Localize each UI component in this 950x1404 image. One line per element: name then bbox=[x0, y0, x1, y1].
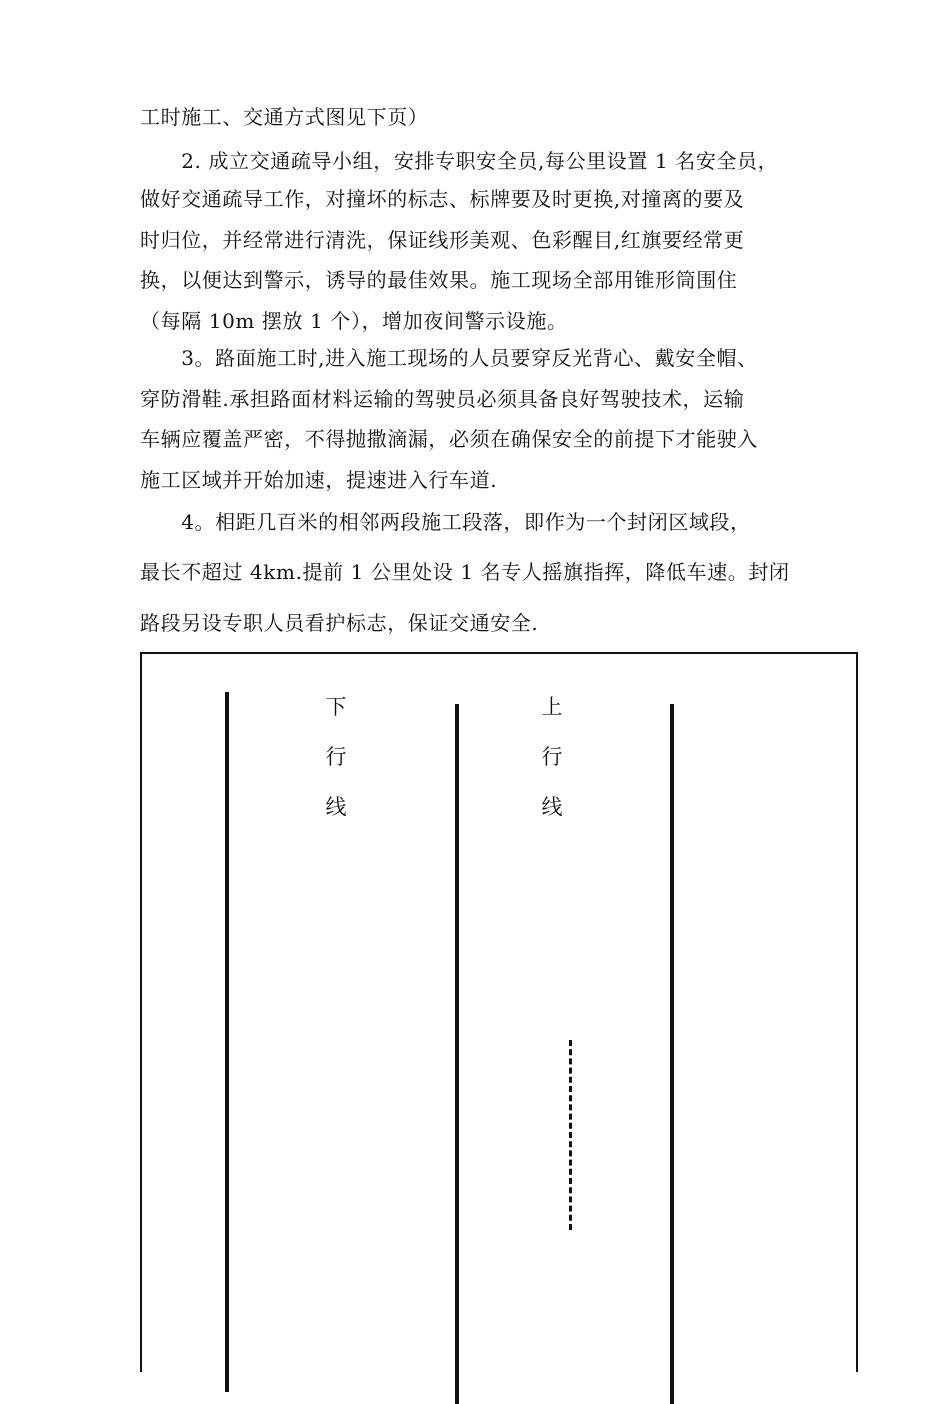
center-divider-line bbox=[455, 704, 459, 1404]
paragraph-line-8: 穿防滑鞋.承担路面材料运输的驾驶员必须具备良好驾驶技术，运输 bbox=[140, 387, 745, 411]
paragraph-line-3: 做好交通疏导工作，对撞坏的标志、标牌要及时更换,对撞离的要及 bbox=[140, 187, 745, 211]
lane-dashed-line bbox=[569, 1040, 572, 1230]
paragraph-line-7: 3。路面施工时,进入施工现场的人员要穿反光背心、戴安全帽、 bbox=[140, 346, 758, 370]
traffic-diagram bbox=[140, 652, 858, 1372]
left-road-edge-line bbox=[225, 692, 229, 1392]
paragraph-line-6: （每隔 10m 摆放 1 个），增加夜间警示设施。 bbox=[140, 309, 568, 333]
paragraph-line-4: 时归位，并经常进行清洗，保证线形美观、色彩醒目,红旗要经常更 bbox=[140, 228, 745, 252]
downward-lane-label: 下 行 线 bbox=[325, 695, 347, 819]
paragraph-line-9: 车辆应覆盖严密，不得抛撒滴漏，必须在确保安全的前提下才能驶入 bbox=[140, 427, 758, 451]
upward-lane-label: 上 行 线 bbox=[541, 695, 563, 819]
paragraph-line-13: 路段另设专职人员看护标志，保证交通安全. bbox=[140, 611, 539, 635]
right-road-edge-line bbox=[670, 704, 674, 1404]
paragraph-line-5: 换，以便达到警示，诱导的最佳效果。施工现场全部用锥形筒围住 bbox=[140, 268, 738, 292]
paragraph-line-2: 2. 成立交通疏导小组，安排专职安全员,每公里设置 1 名安全员， bbox=[140, 149, 779, 173]
paragraph-line-10: 施工区域并开始加速，提速进入行车道. bbox=[140, 468, 498, 492]
paragraph-line-12: 最长不超过 4km.提前 1 公里处设 1 名专人摇旗指挥，降低车速。封闭 bbox=[140, 560, 790, 584]
paragraph-line-11: 4。相距几百米的相邻两段施工段落，即作为一个封闭区域段， bbox=[140, 510, 751, 534]
paragraph-line-1: 工时施工、交通方式图见下页） bbox=[140, 105, 429, 129]
